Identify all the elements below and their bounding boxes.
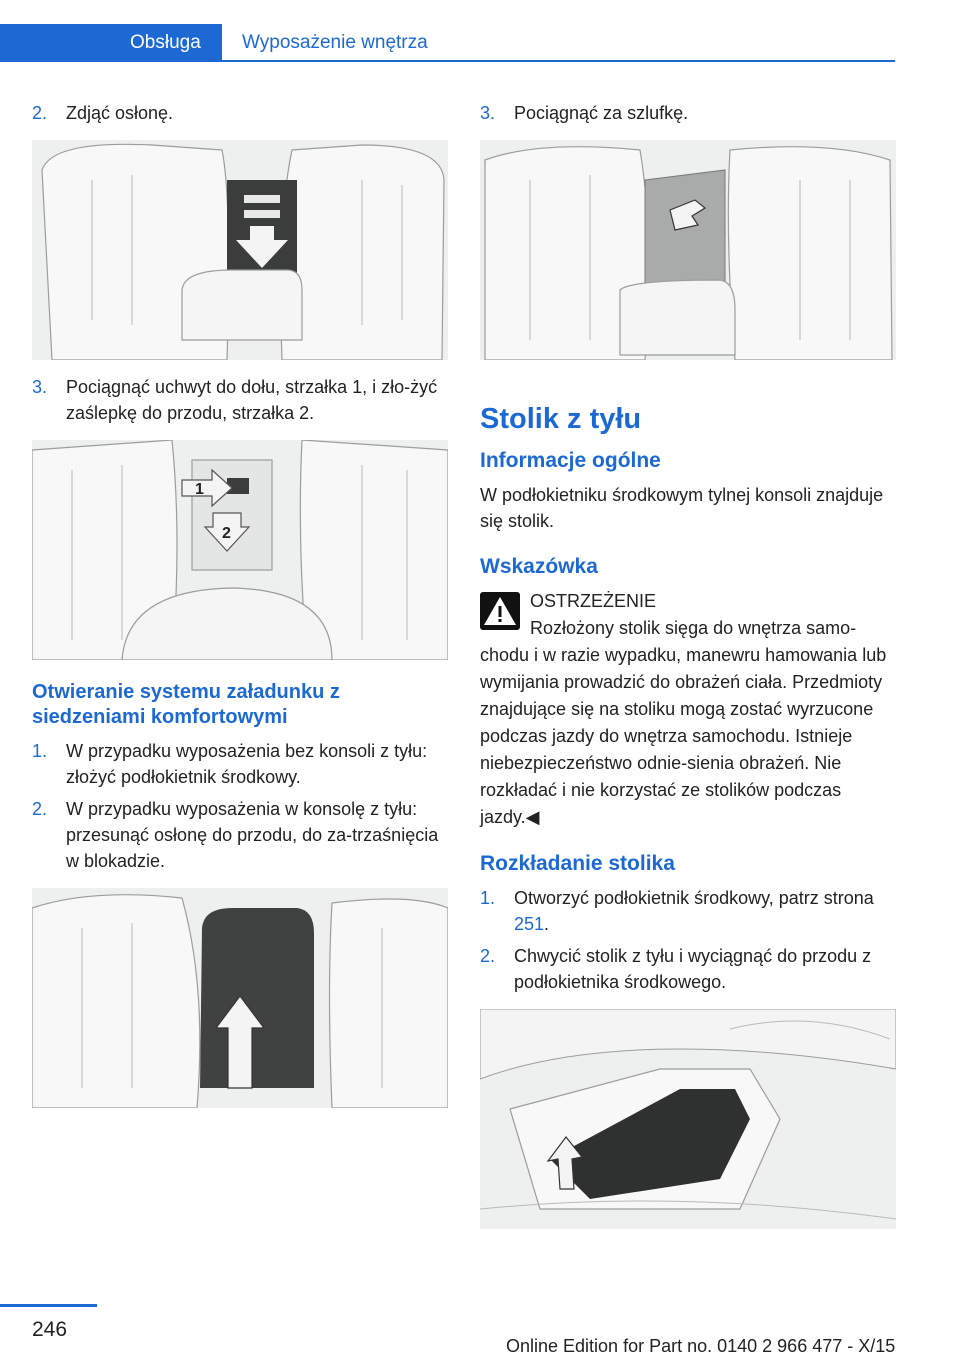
step-text: Zdjąć osłonę. <box>66 103 174 123</box>
step-text <box>514 885 896 937</box>
step-number: 3. <box>480 103 496 123</box>
list-item <box>480 943 896 995</box>
heading-unfold-table: Rozkładanie stolika <box>480 852 675 875</box>
illustration-pull-handle <box>32 440 448 660</box>
step-pull-handle <box>32 374 448 426</box>
illustration-pull-out-table <box>480 1009 896 1229</box>
right-column <box>480 100 896 1243</box>
page-title-rear-table: Stolik z tyłu <box>480 403 642 435</box>
callout-1: 1 <box>195 481 204 498</box>
footer-rule <box>0 1304 97 1307</box>
edition-note: Online Edition for Part no. 0140 2 966 477 - X/15 <box>506 1336 896 1356</box>
step-number: 2. <box>32 799 48 819</box>
step-number: 1. <box>480 888 496 908</box>
section-heading-loading-system: Otwieranie systemu załadunku z siedzeniami komfortowymi <box>32 681 340 728</box>
list-item <box>32 796 448 874</box>
step-number: 1. <box>32 741 48 761</box>
warning-text: chodu i w razie wypadku, manewru hamowania lub wymijania prowadzić do obrażeń ciała. Przedmioty znajdujące się na stoliku mogą zostać wyrzucone podczas jazdy do wnętrza samochodu. Istnieje niebezpieczeństwo odnie‐sienia obrażeń. Nie rozkładać i nie korzystać ze stolików podczas jazdy.◀ <box>480 645 887 827</box>
header-rule <box>0 60 895 62</box>
step-text: Pociągnąć uchwyt do dołu, strzałka 1, i zło‐żyć zaślepkę do przodu, strzałka 2. <box>66 377 438 423</box>
step-text: W przypadku wyposażenia bez konsoli z tyłu: złożyć podłokietnik środkowy. <box>66 741 428 787</box>
warning-title: OSTRZEŻENIE <box>530 591 657 611</box>
warning-block <box>480 588 896 831</box>
step-text: Pociągnąć za szlufkę. <box>514 103 689 123</box>
left-column <box>32 100 448 1122</box>
illustration-slide-cover <box>32 888 448 1108</box>
step-pull-loop <box>480 100 896 126</box>
step-number: 2. <box>480 946 496 966</box>
warning-text-first-line: Rozłożony stolik sięga do wnętrza samo‐ <box>530 618 857 638</box>
illustration-pull-loop <box>480 140 896 360</box>
tab-obsluga[interactable]: Obsługa <box>0 24 222 62</box>
info-paragraph: W podłokietniku środkowym tylnej konsoli znajduje się stolik. <box>480 485 884 531</box>
step-text: Chwycić stolik z tyłu i wyciągnąć do przodu z podłokietnika środkowego. <box>514 946 872 992</box>
page-reference-link[interactable]: 251 <box>514 914 545 934</box>
step-number: 2. <box>32 103 48 123</box>
page-number: 246 <box>32 1318 68 1341</box>
warning-triangle-icon <box>480 592 520 630</box>
step-number: 3. <box>32 377 48 397</box>
step-remove-cover <box>32 100 448 126</box>
tab-wyposazenie-wnetrza[interactable]: Wyposażenie wnętrza <box>242 32 428 53</box>
step-text-main: Otworzyć podłokietnik środkowy, patrz strona <box>514 888 874 908</box>
heading-general-info: Informacje ogólne <box>480 449 661 472</box>
chapter-header <box>0 24 895 62</box>
illustration-remove-cover <box>32 140 448 360</box>
step-text-end: . <box>544 914 550 934</box>
heading-note: Wskazówka <box>480 555 598 578</box>
list-item <box>32 738 448 790</box>
callout-2: 2 <box>222 525 231 542</box>
list-item <box>480 885 896 937</box>
step-text: W przypadku wyposażenia w konsolę z tyłu: przesunąć osłonę do przodu, do za‐trzaśnięcia w blokadzie. <box>66 799 439 871</box>
